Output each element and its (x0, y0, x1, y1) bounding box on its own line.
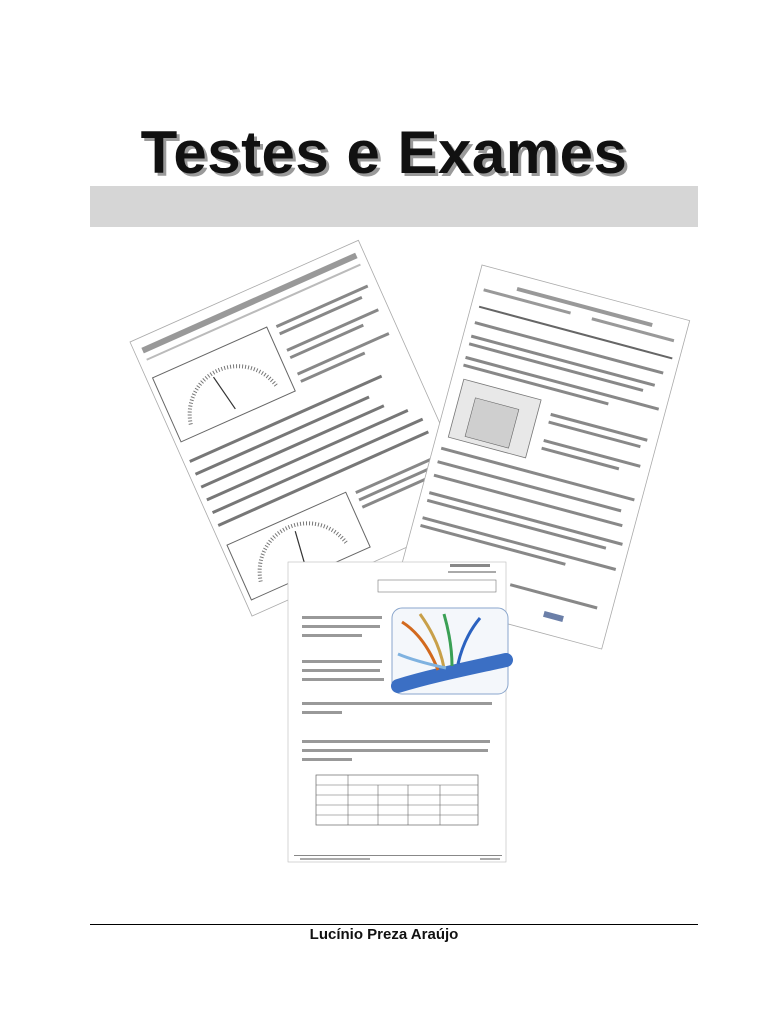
exam-sheet-front (288, 562, 508, 862)
footer-rule (90, 924, 698, 925)
document-title: Testes e Exames (140, 119, 628, 186)
author-name: Lucínio Preza Araújo (309, 926, 459, 943)
